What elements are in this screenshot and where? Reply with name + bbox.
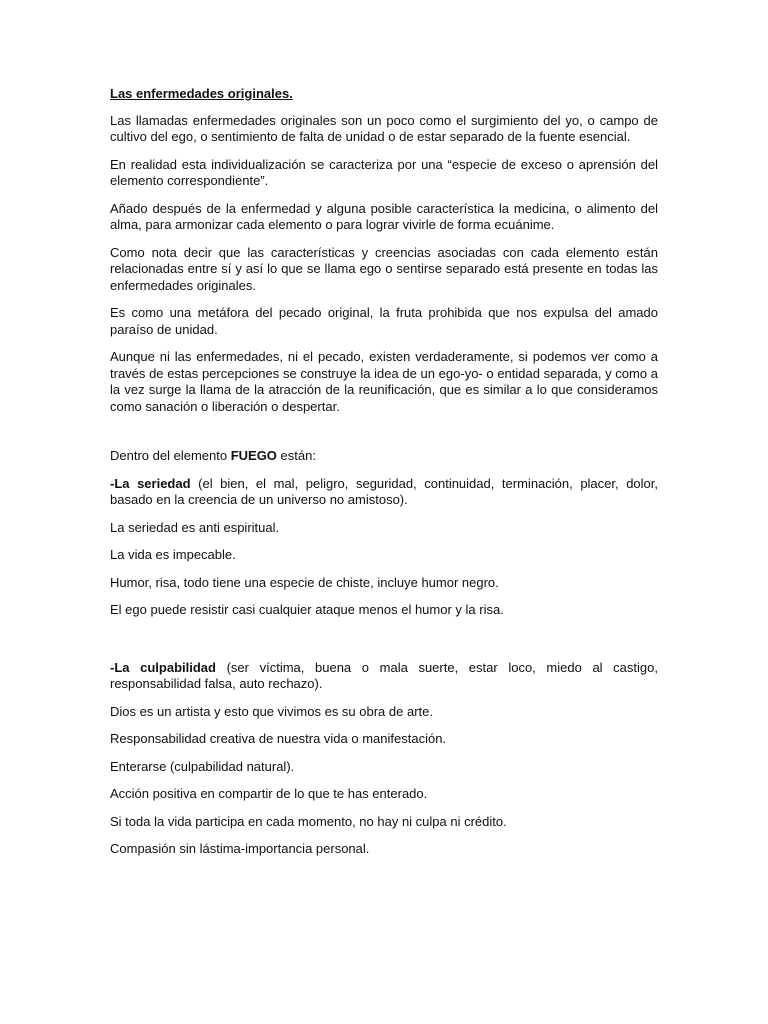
intro-paragraph: Aunque ni las enfermedades, ni el pecado, existen verdaderamente, si podemos ver como a través de estas percepciones se construye la idea de un ego-yo- o entidad separada, y como a la vez surge la llama de la atracción de la reunificación, que es similar a lo que consideramos como sanación o liberación o despertar. (110, 349, 658, 414)
fuego-intro-prefix: Dentro del elemento (110, 448, 231, 463)
intro-paragraph: Es como una metáfora del pecado original, la fruta prohibida que nos expulsa del amado paraíso de unidad. (110, 305, 658, 337)
culpabilidad-line: Responsabilidad creativa de nuestra vida o manifestación. (110, 731, 447, 746)
intro-paragraph: En realidad esta individualización se caracteriza por una “especie de exceso o aprensión del elemento correspondiente”. (110, 156, 658, 188)
seriedad-label: -La seriedad (110, 475, 191, 491)
culpabilidad-line: Dios es un artista y esto que vivimos es su obra de arte. (110, 703, 433, 719)
culpabilidad-line: Si toda la vida participa en cada momento, no hay ni culpa ni crédito. (110, 813, 507, 829)
culpabilidad-line: Acción positiva en compartir de lo que te has enterado. (110, 786, 428, 801)
culpabilidad-heading (110, 660, 658, 693)
seriedad-line: La seriedad es anti espiritual. (110, 519, 280, 535)
intro-paragraph: Añado después de la enfermedad y alguna posible característica la medicina, o alimento del alma, para armonizar cada elemento o para lograr vivirle de forma ecuánime. (110, 200, 658, 232)
culpabilidad-line: Enterarse (culpabilidad natural). (110, 758, 295, 774)
spacer (110, 426, 658, 448)
seriedad-line: La vida es impecable. (110, 547, 236, 562)
seriedad-description: (el bien, el mal, peligro, seguridad, continuidad, terminación, placer, dolor, basado en la creencia de un universo no amistoso). (110, 475, 658, 507)
fuego-intro-suffix: están: (276, 448, 316, 463)
culpabilidad-description: (ser víctima, buena o mala suerte, estar loco, miedo al castigo, responsabilidad falsa, auto rechazo). (110, 659, 658, 691)
fuego-intro (110, 448, 658, 465)
intro-paragraph: Las llamadas enfermedades originales son un poco como el surgimiento del yo, o campo de cultivo del ego, o sentimiento de falta de unidad o de estar separado de la fuente esencial. (110, 112, 658, 144)
spacer (110, 630, 658, 660)
fuego-element-label: FUEGO (230, 448, 277, 463)
culpabilidad-line: Compasión sin lástima-importancia personal. (110, 841, 370, 856)
document-title: Las enfermedades originales. (110, 86, 293, 101)
seriedad-heading (110, 476, 658, 509)
culpabilidad-label: -La culpabilidad (110, 659, 216, 675)
seriedad-line: El ego puede resistir casi cualquier ataque menos el humor y la risa. (110, 602, 504, 617)
seriedad-line: Humor, risa, todo tiene una especie de chiste, incluye humor negro. (110, 574, 499, 590)
intro-paragraph: Como nota decir que las características y creencias asociadas con cada elemento están relacionadas entre sí y así lo que se llama ego o sentirse separado está presente en todas las enfermedades originales. (110, 244, 658, 293)
document-body (110, 86, 658, 869)
